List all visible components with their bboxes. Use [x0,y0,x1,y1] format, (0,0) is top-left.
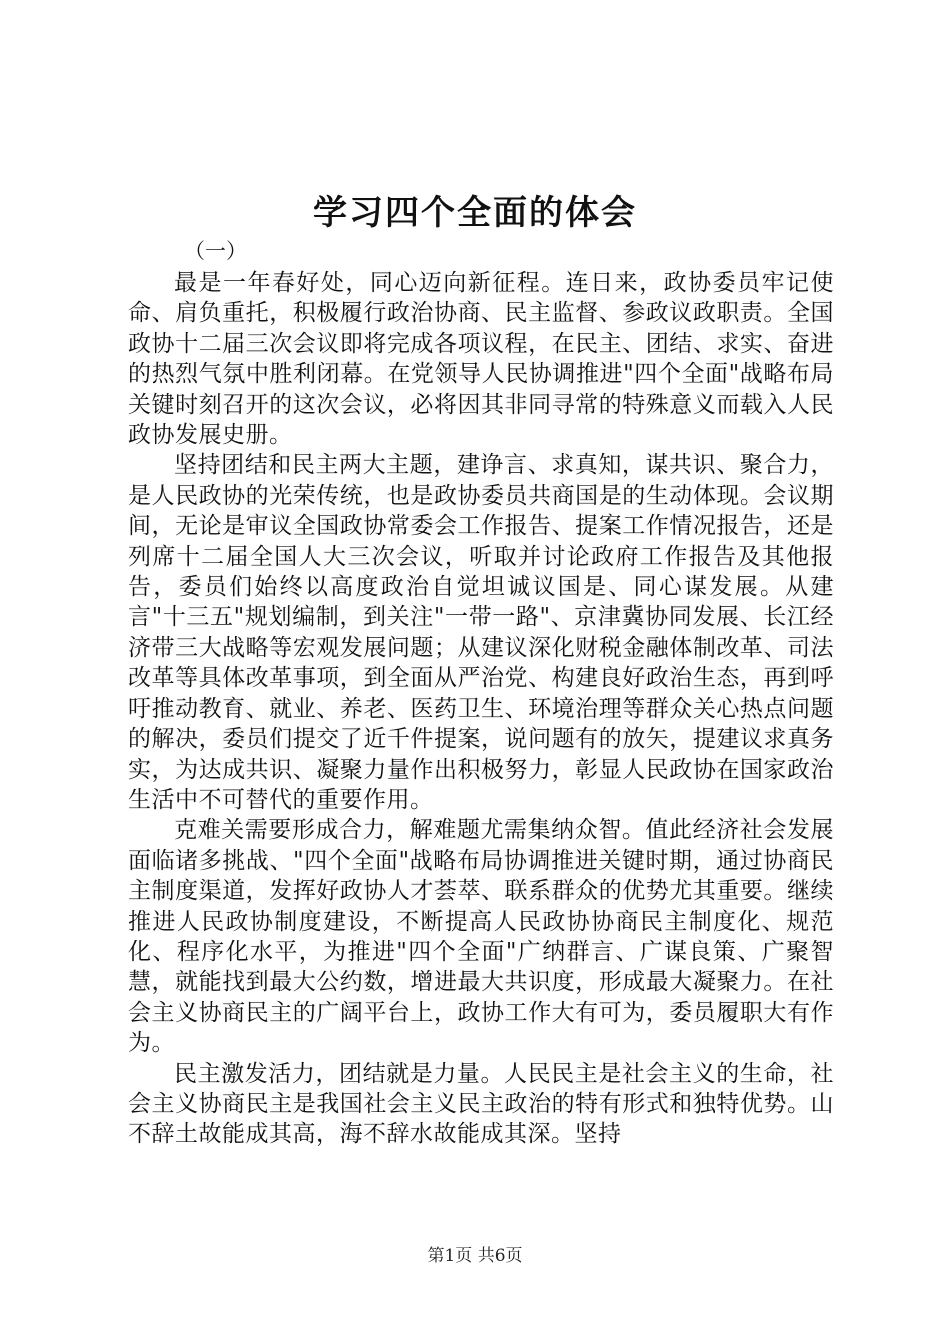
document-body [128,235,834,1150]
paragraph: 最是一年春好处，同心迈向新征程。连日来，政协委员牢记使命、肩负重托，积极履行政治协商、民主监督、参政议政职责。全国政协十二届三次会议即将完成各项议程，在民主、团结、求实、奋进的热烈气氛中胜利闭幕。在党领导人民协调推进"四个全面"战略布局关键时刻召开的这次会议，必将因其非同寻常的特殊意义而载入人民政协发展史册。 [128,270,834,449]
document-title: 学习四个全面的体会 [313,193,637,233]
page-footer: 第1页 共6页 [427,1246,523,1266]
paragraph: 坚持团结和民主两大主题，建诤言、求真知，谋共识、聚合力，是人民政协的光荣传统，也是政协委员共商国是的生动体现。会议期间，无论是审议全国政协常委会工作报告、提案工作情况报告，还是列席十二届全国人大三次会议，听取并讨论政府工作报告及其他报告，委员们始终以高度政治自觉坦诚议国是、同心谋发展。从建言"十三五"规划编制，到关注"一带一路"、京津冀协同发展、长江经济带三大战略等宏观发展问题；从建议深化财税金融体制改革、司法改革等具体改革事项，到全面从严治党、构建良好政治生态，再到呼吁推动教育、就业、养老、医药卫生、环境治理等群众关心热点问题的解决，委员们提交了近千件提案，说问题有的放矢，提建议求真务实，为达成共识、凝聚力量作出积极努力，彰显人民政协在国家政治生活中不可替代的重要作用。 [128,452,834,813]
paragraph: 民主激发活力，团结就是力量。人民民主是社会主义的生命，社会主义协商民主是我国社会主义民主政治的特有形式和独特优势。山不辞土故能成其高，海不辞水故能成其深。坚持 [128,1060,834,1148]
paragraph: 克难关需要形成合力，解难题尤需集纳众智。值此经济社会发展面临诸多挑战、"四个全面"战略布局协调推进关键时期，通过协商民主制度渠道，发挥好政协人才荟萃、联系群众的优势尤其重要。继续推进人民政协制度建设，不断提高人民政协协商民主制度化、规范化、程序化水平，为推进"四个全面"广纳群言、广谋良策、广聚智慧，就能找到最大公约数，增进最大共识度，形成最大凝聚力。在社会主义协商民主的广阔平台上，政协工作大有可为，委员履职大有作为。 [128,817,834,1057]
section-label: （一） [184,239,247,263]
